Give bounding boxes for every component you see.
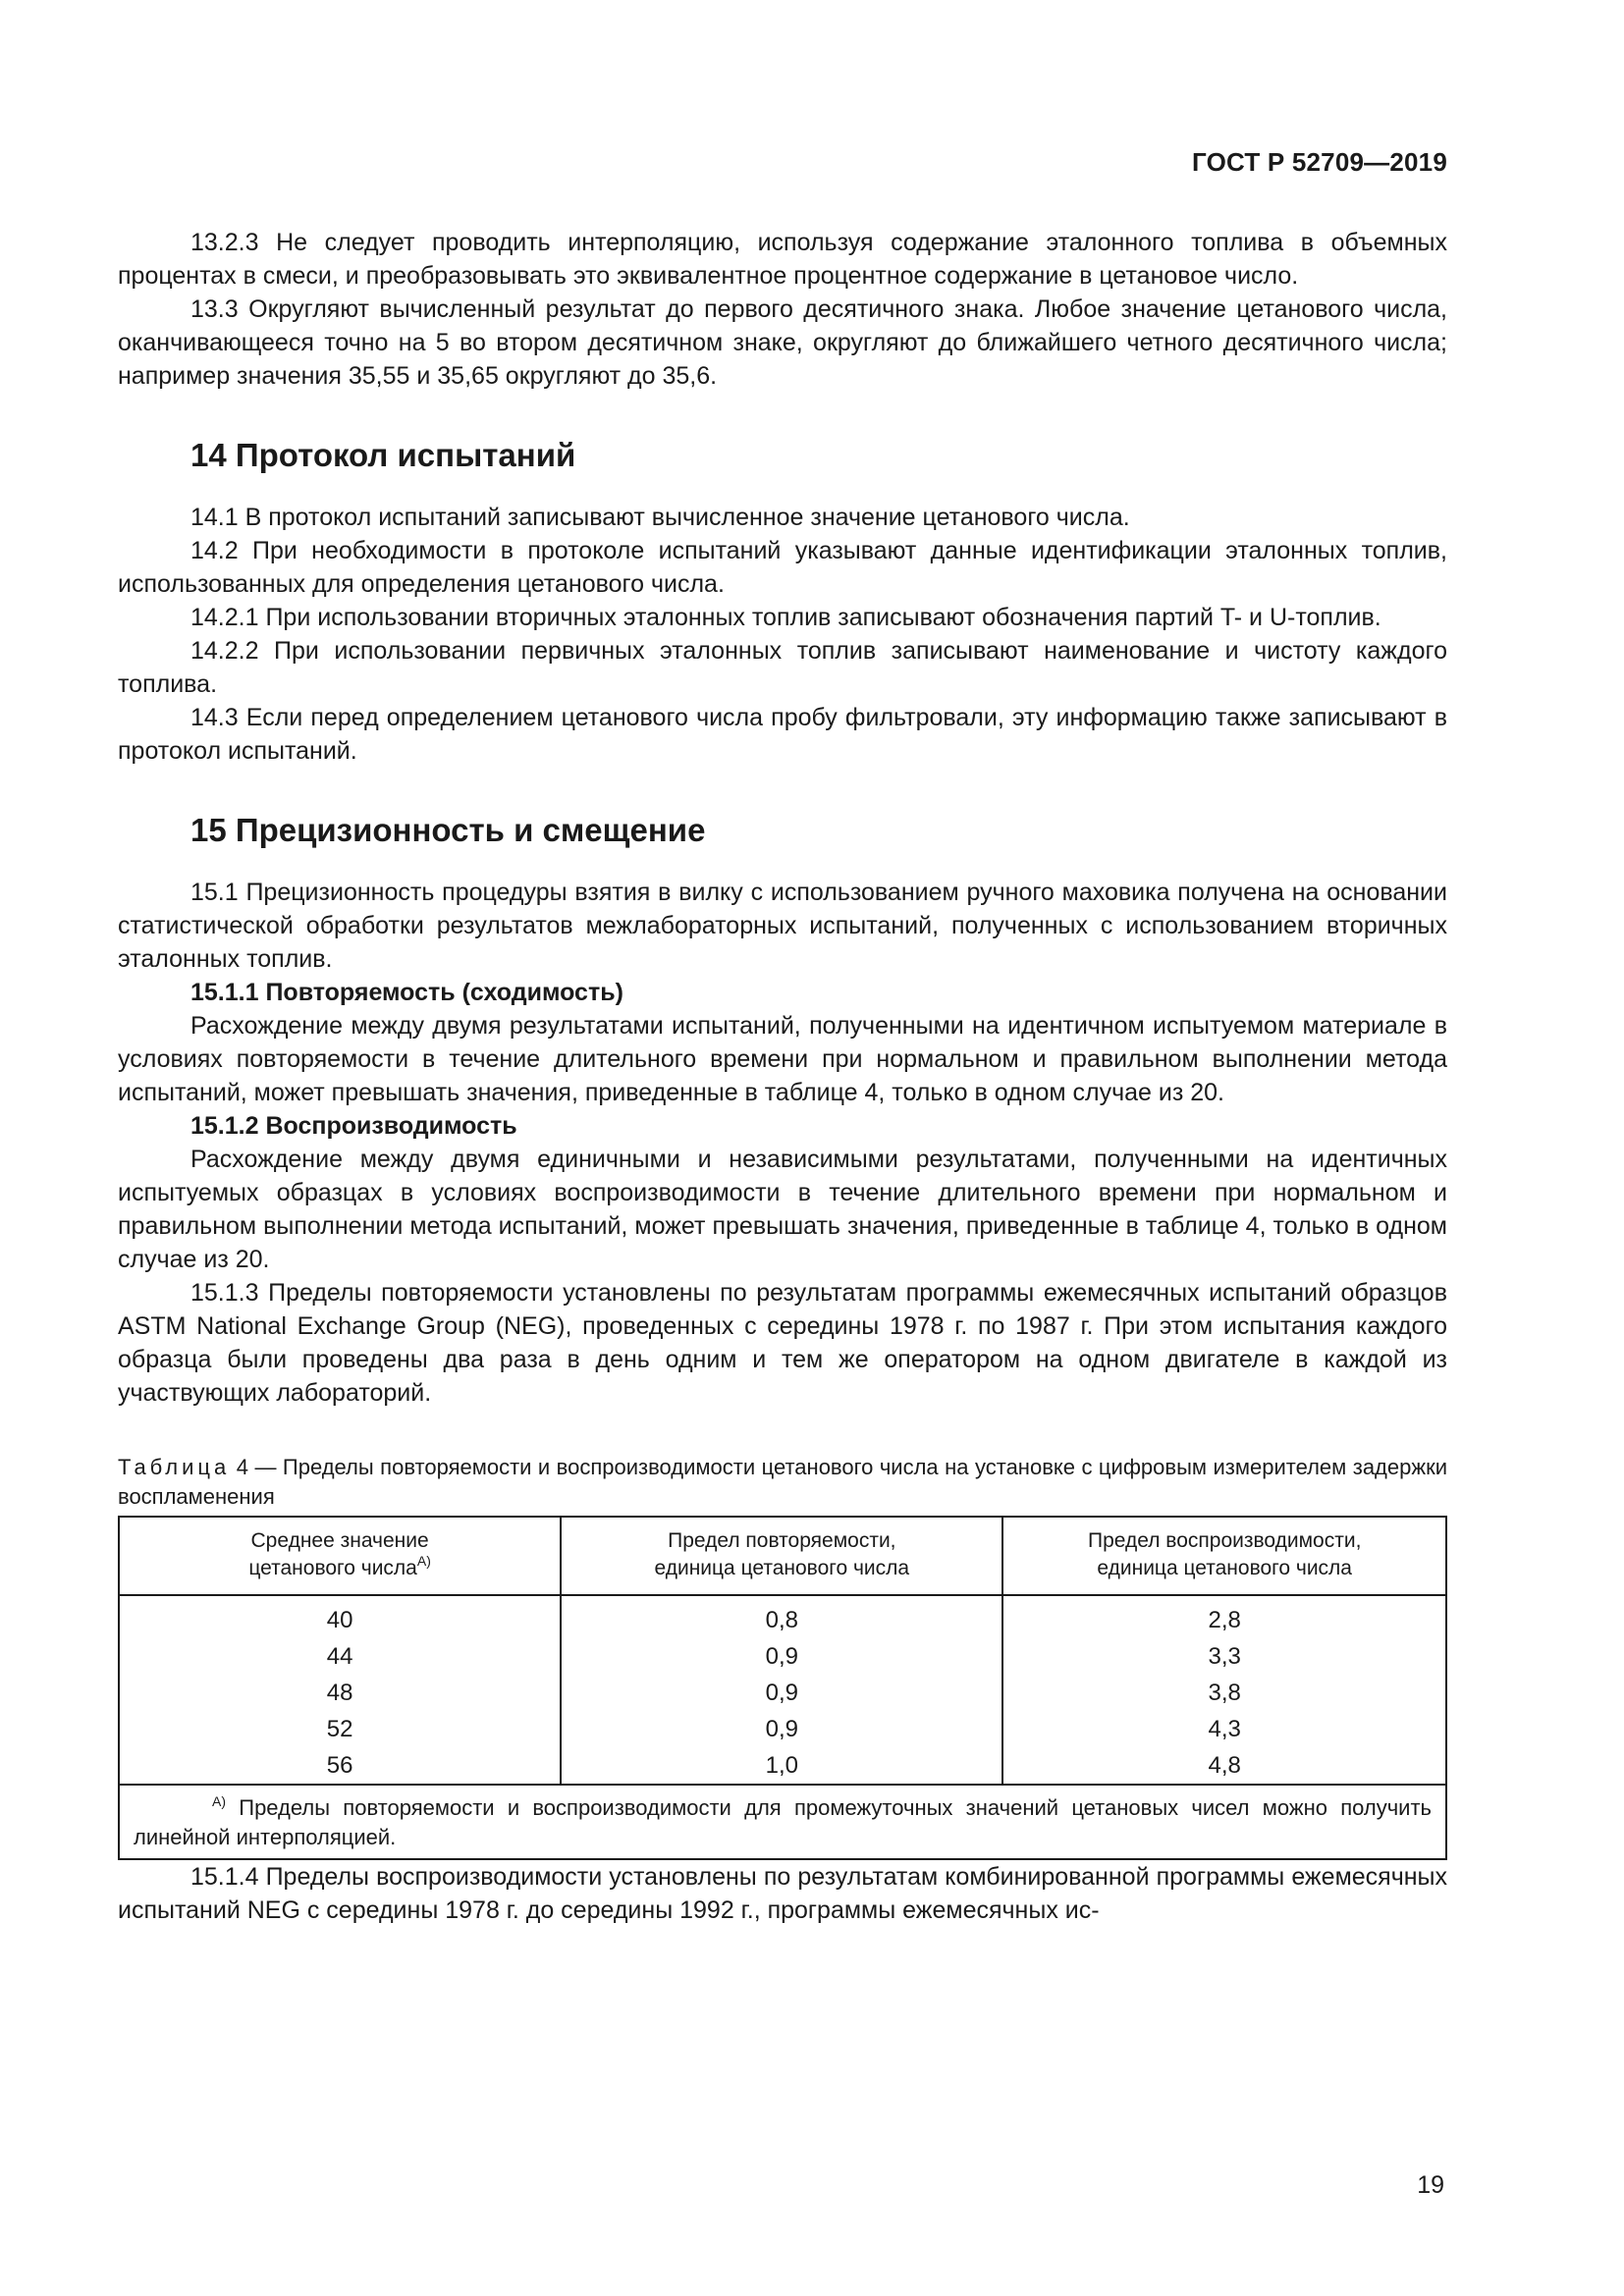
table-4-caption — [118, 1453, 1447, 1512]
paragraph-14-3: 14.3 Если перед определением цетанового числа пробу фильтровали, эту информацию также записывают в протокол испытаний. — [118, 704, 1447, 765]
table-cell: 1,0 — [561, 1747, 1002, 1785]
table-cell: 40 — [326, 1607, 353, 1633]
table-cell: 2,8 — [1002, 1595, 1446, 1638]
table-row — [119, 1711, 1446, 1747]
subheading-15-1-2: 15.1.2 Воспроизводимость — [190, 1112, 517, 1140]
table-cell: 0,9 — [561, 1711, 1002, 1747]
table-cell: 0,9 — [561, 1638, 1002, 1675]
table-row — [119, 1638, 1446, 1675]
paragraph-15-1-2-text: Расхождение между двумя единичными и независимыми результатами, полученными на идентичных испытуемых образцах в условиях воспроизводимости в течение длительного времени при нормальном и правильном выполнении метода испытаний, может превышать значения, приведенные в таблице 4, только в одном случае из 20. — [118, 1146, 1447, 1273]
table-cell: 4,8 — [1002, 1747, 1446, 1785]
table-cell: 52 — [326, 1716, 353, 1742]
subheading-15-1-1: 15.1.1 Повторяемость (сходимость) — [190, 979, 623, 1006]
table-row — [119, 1595, 1446, 1638]
table-header-row — [119, 1517, 1446, 1595]
paragraph-15-1-1-text: Расхождение между двумя результатами испытаний, полученными на идентичном испытуемом материале в условиях повторяемости в течение длительного времени при нормальном и правильном выполнении метода испытаний, может превышать значения, приведенные в таблице 4, только в одном случае из 20. — [118, 1012, 1447, 1106]
paragraph-15-1: 15.1 Прецизионность процедуры взятия в вилку с использованием ручного маховика получена на основании статистической обработки результатов межлабораторных испытаний, полученных с использованием вторичных эталонных топлив. — [118, 879, 1447, 973]
table-footnote — [119, 1785, 1446, 1859]
column-header-mean-cetane: Среднее значение цетанового числа$^{А)}$ — [119, 1517, 561, 1595]
table-label: Таблица — [118, 1455, 231, 1479]
table-cell: 0,9 — [561, 1675, 1002, 1711]
paragraph-14-1: 14.1 В протокол испытаний записывают вычисленное значение цетанового числа. — [190, 504, 1130, 531]
table-footnote-row — [119, 1785, 1446, 1859]
footnote-text: Пределы повторяемости и воспроизводимости для промежуточных значений цетановых чисел можно получить линейной интерполяцией. — [134, 1795, 1432, 1849]
paragraph-14-2-2: 14.2.2 При использовании первичных эталонных топлив записывают наименование и чистоту каждого топлива. — [118, 637, 1447, 698]
table-cell: 4,3 — [1002, 1711, 1446, 1747]
footnote-ref: А) — [416, 1553, 431, 1569]
table-4 — [118, 1516, 1447, 1860]
section-15-heading: 15 Прецизионность и смещение — [190, 812, 706, 848]
paragraph-15-1-3: 15.1.3 Пределы повторяемости установлены по результатам программы ежемесячных испытаний образцов ASTM National Exchange Group (NEG), проведенных с середины 1978 г. по 1987 г. При этом испытания каждого образца были проведены два раза в день одним и тем же оператором на одном двигателе в каждой из участвующих лабораторий. — [118, 1279, 1447, 1407]
paragraph-15-1-4: 15.1.4 Пределы воспроизводимости установлены по результатам комбинированной программы ежемесячных испытаний NEG с середины 1978 г. до середины 1992 г., программы ежемесячных ис- — [118, 1863, 1447, 1924]
document-number-header: ГОСТ Р 52709—2019 — [1192, 147, 1447, 177]
footnote-mark: А) — [212, 1793, 226, 1809]
table-row — [119, 1675, 1446, 1711]
section-14-heading: 14 Протокол испытаний — [190, 437, 576, 473]
table-cell: 3,3 — [1002, 1638, 1446, 1675]
table-cell: 3,8 — [1002, 1675, 1446, 1711]
table-cell: 48 — [326, 1680, 353, 1706]
table-cell: 44 — [326, 1643, 353, 1670]
paragraph-14-2-1: 14.2.1 При использовании вторичных эталонных топлив записывают обозначения партий T- и U-топлив. — [190, 604, 1381, 631]
page-content — [118, 226, 1447, 1927]
paragraph-13-3: 13.3 Округляют вычисленный результат до первого десятичного знака. Любое значение цетанового числа, оканчивающееся точно на 5 во втором десятичном знаке, округляют до ближайшего четного десятичного числа; например значения 35,55 и 35,65 округляют до 35,6. — [118, 295, 1447, 390]
table-caption-text: 4 — Пределы повторяемости и воспроизводимости цетанового числа на установке с цифровым измерителем задержки воспламенения — [118, 1455, 1447, 1509]
table-cell: 0,8 — [561, 1595, 1002, 1638]
column-header-repeatability: Предел повторяемости, единица цетанового числа — [561, 1517, 1002, 1595]
table-row — [119, 1747, 1446, 1785]
page-number: 19 — [1417, 2171, 1444, 2199]
table-cell: 56 — [326, 1752, 353, 1779]
paragraph-13-2-3: 13.2.3 Не следует проводить интерполяцию, используя содержание эталонного топлива в объемных процентах в смеси, и преобразовывать это эквивалентное процентное содержание в цетановое число. — [118, 229, 1447, 290]
paragraph-14-2: 14.2 При необходимости в протоколе испытаний указывают данные идентификации эталонных топлив, использованных для определения цетанового числа. — [118, 537, 1447, 598]
column-header-reproducibility: Предел воспроизводимости, единица цетанового числа — [1002, 1517, 1446, 1595]
